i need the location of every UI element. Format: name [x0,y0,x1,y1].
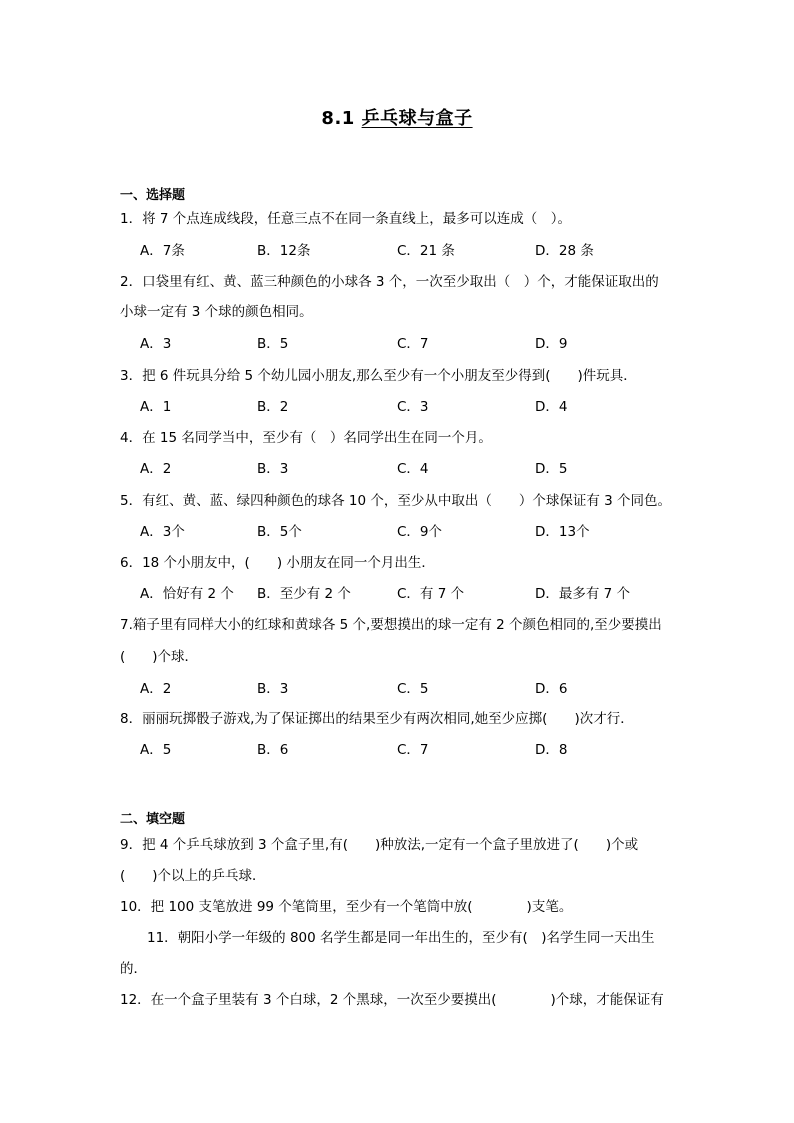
option-a: A．恰好有 2 个 [140,586,234,602]
option-d: D．8 [535,742,568,758]
question-7-options [0,677,794,697]
question-5-options [0,520,794,540]
question-1-options [0,239,794,259]
question-10-text: 10．把 100 支笔放进 99 个笔筒里，至少有一个笔筒中放( )支笔。 [120,899,573,915]
option-a: A．7条 [140,243,185,259]
question-11-text-continued: 的． [120,961,147,977]
option-c: C．9个 [397,524,443,540]
option-c: C．4 [397,461,429,477]
section-heading-choice: 一、选择题 [120,188,186,203]
question-3-text: 3．把 6 件玩具分给 5 个幼儿园小朋友,那么至少有一个小朋友至少得到( )件玩具． [120,368,637,384]
option-b: B．至少有 2 个 [257,586,351,602]
question-1-text: 1．将 7 个点连成线段，任意三点不在同一条直线上，最多可以连成（ ）。 [120,211,572,227]
option-d: D．5 [535,461,568,477]
section-heading-fill: 二、填空题 [120,812,186,827]
question-12-text: 12．在一个盒子里装有 3 个白球，2 个黑球，一次至少要摸出( )个球，才能保证有 [120,992,664,1008]
option-d: D．13个 [535,524,590,540]
option-d: D．9 [535,336,568,352]
option-b: B．2 [257,399,289,415]
option-c: C．7 [397,336,429,352]
option-a: A．1 [140,399,172,415]
option-c: C．有 7 个 [397,586,465,602]
question-6-options [0,582,794,602]
option-c: C．3 [397,399,429,415]
option-c: C．7 [397,742,429,758]
option-a: A．2 [140,681,172,697]
question-8-options [0,738,794,758]
option-b: B．12条 [257,243,311,259]
option-a: A．3个 [140,524,185,540]
question-4-text: 4．在 15 名同学当中，至少有（ ）名同学出生在同一个月。 [120,430,492,446]
option-b: B．6 [257,742,289,758]
page-title [0,104,794,130]
question-2-text: 2．口袋里有红、黄、蓝三种颜色的小球各 3 个，一次至少取出（ ）个，才能保证取出的 [120,274,659,290]
option-c: C．5 [397,681,429,697]
option-d: D．28 条 [535,243,594,259]
option-d: D．6 [535,681,568,697]
question-9-text-continued: ( )个以上的乒乓球． [120,868,266,884]
option-c: C．21 条 [397,243,455,259]
option-b: B．3 [257,461,289,477]
question-11-text: 11．朝阳小学一年级的 800 名学生都是同一年出生的，至少有( )名学生同一天出生 [147,930,655,946]
question-2-options [0,332,794,352]
option-b: B．3 [257,681,289,697]
option-b: B．5 [257,336,289,352]
question-8-text: 8．丽丽玩掷骰子游戏,为了保证掷出的结果至少有两次相同,她至少应掷( )次才行． [120,711,634,727]
question-2-text-continued: 小球一定有 3 个球的颜色相同。 [120,304,313,320]
question-3-options [0,395,794,415]
option-d: D．4 [535,399,568,415]
title-text: 乒乓球与盒子 [361,108,473,129]
option-b: B．5个 [257,524,302,540]
question-7-text: 7.箱子里有同样大小的红球和黄球各 5 个,要想摸出的球一定有 2 个颜色相同的,至少要摸出 [120,617,662,633]
question-4-options [0,457,794,477]
title-number: 8.1 [321,108,362,129]
question-6-text: 6．18 个小朋友中，( ) 小朋友在同一个月出生． [120,555,435,571]
question-9-text: 9．把 4 个乒乓球放到 3 个盒子里,有( )种放法,一定有一个盒子里放进了( )个或 [120,837,639,853]
question-7-text-continued: ( )个球． [120,649,199,665]
question-5-text: 5．有红、黄、蓝、绿四种颜色的球各 10 个，至少从中取出（ ）个球保证有 3 个同色。 [120,493,672,509]
option-a: A．3 [140,336,172,352]
option-a: A．5 [140,742,172,758]
option-a: A．2 [140,461,172,477]
option-d: D．最多有 7 个 [535,586,631,602]
